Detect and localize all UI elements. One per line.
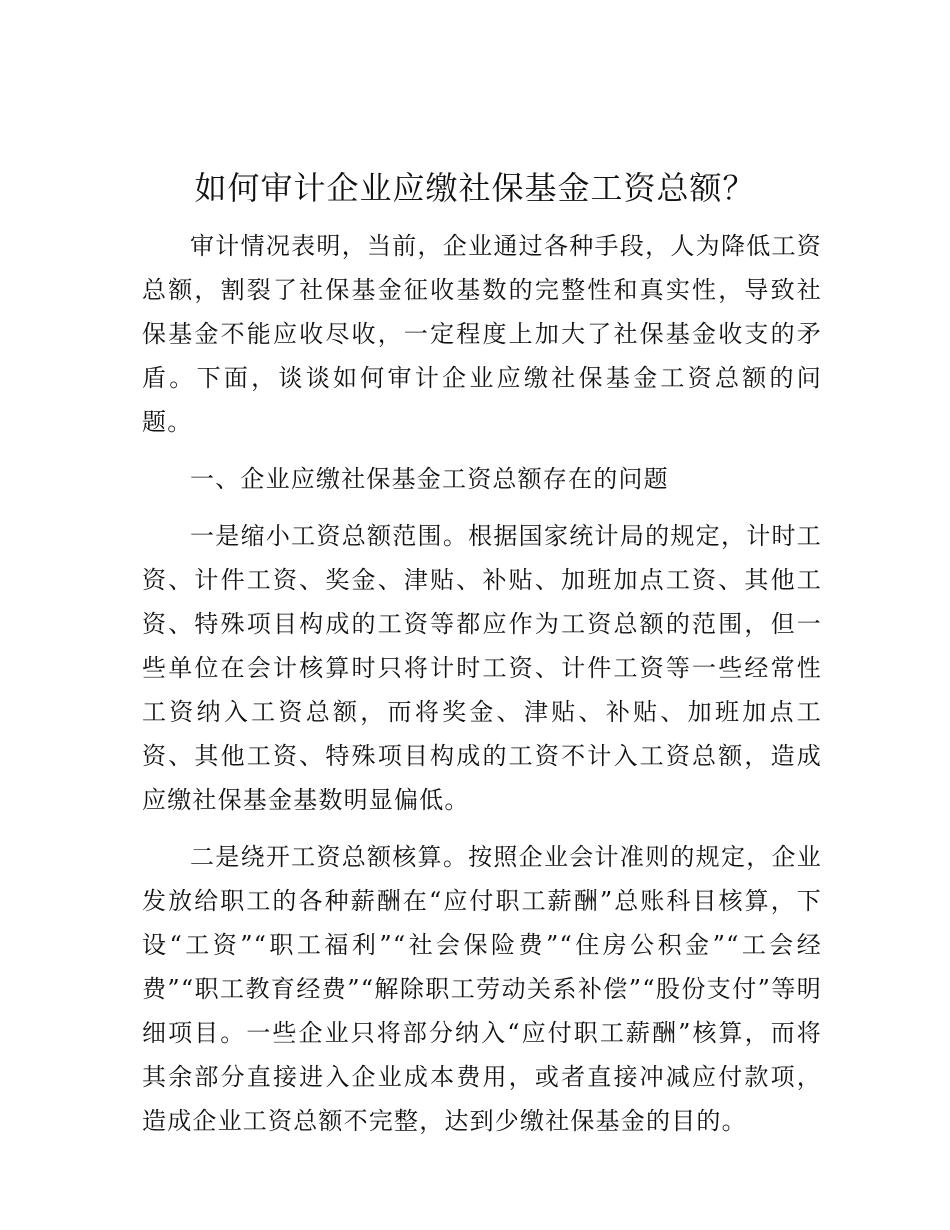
point-one-paragraph: 一是缩小工资总额范围。根据国家统计局的规定，计时工资、计件工资、奖金、津贴、补贴、加班加点工资、其他工资、特殊项目构成的工资等都应作为工资总额的范围，但一些单位在会计核算时只将计时工资、计件工资等一些经常性工资纳入工资总额，而将奖金、津贴、补贴、加班加点工资、其他工资、特殊项目构成的工资不计入工资总额，造成应缴社保基金基数明显偏低。: [142, 522, 822, 814]
section-heading: 一、企业应缴社保基金工资总额存在的问题: [190, 465, 669, 493]
intro-paragraph: 审计情况表明，当前，企业通过各种手段，人为降低工资总额，割裂了社保基金征收基数的完整性和真实性，导致社保基金不能应收尽收，一定程度上加大了社保基金收支的矛盾。下面，谈谈如何审计企业应缴社保基金工资总额的问题。: [142, 232, 822, 436]
document-title: 如何审计企业应缴社保基金工资总额？: [194, 169, 756, 207]
document-body: [142, 224, 822, 1156]
point-two-paragraph: 二是绕开工资总额核算。按照企业会计准则的规定，企业发放给职工的各种薪酬在“应付职工薪酬”总账科目核算，下设“工资”“职工福利”“社会保险费”“住房公积金”“工会经费”“职工教育经费”“解除职工劳动关系补偿”“股份支付”等明细项目。一些企业只将部分纳入“应付职工薪酬”核算，而将其余部分直接进入企业成本费用，或者直接冲减应付款项，造成企业工资总额不完整，达到少缴社保基金的目的。: [142, 843, 822, 1135]
